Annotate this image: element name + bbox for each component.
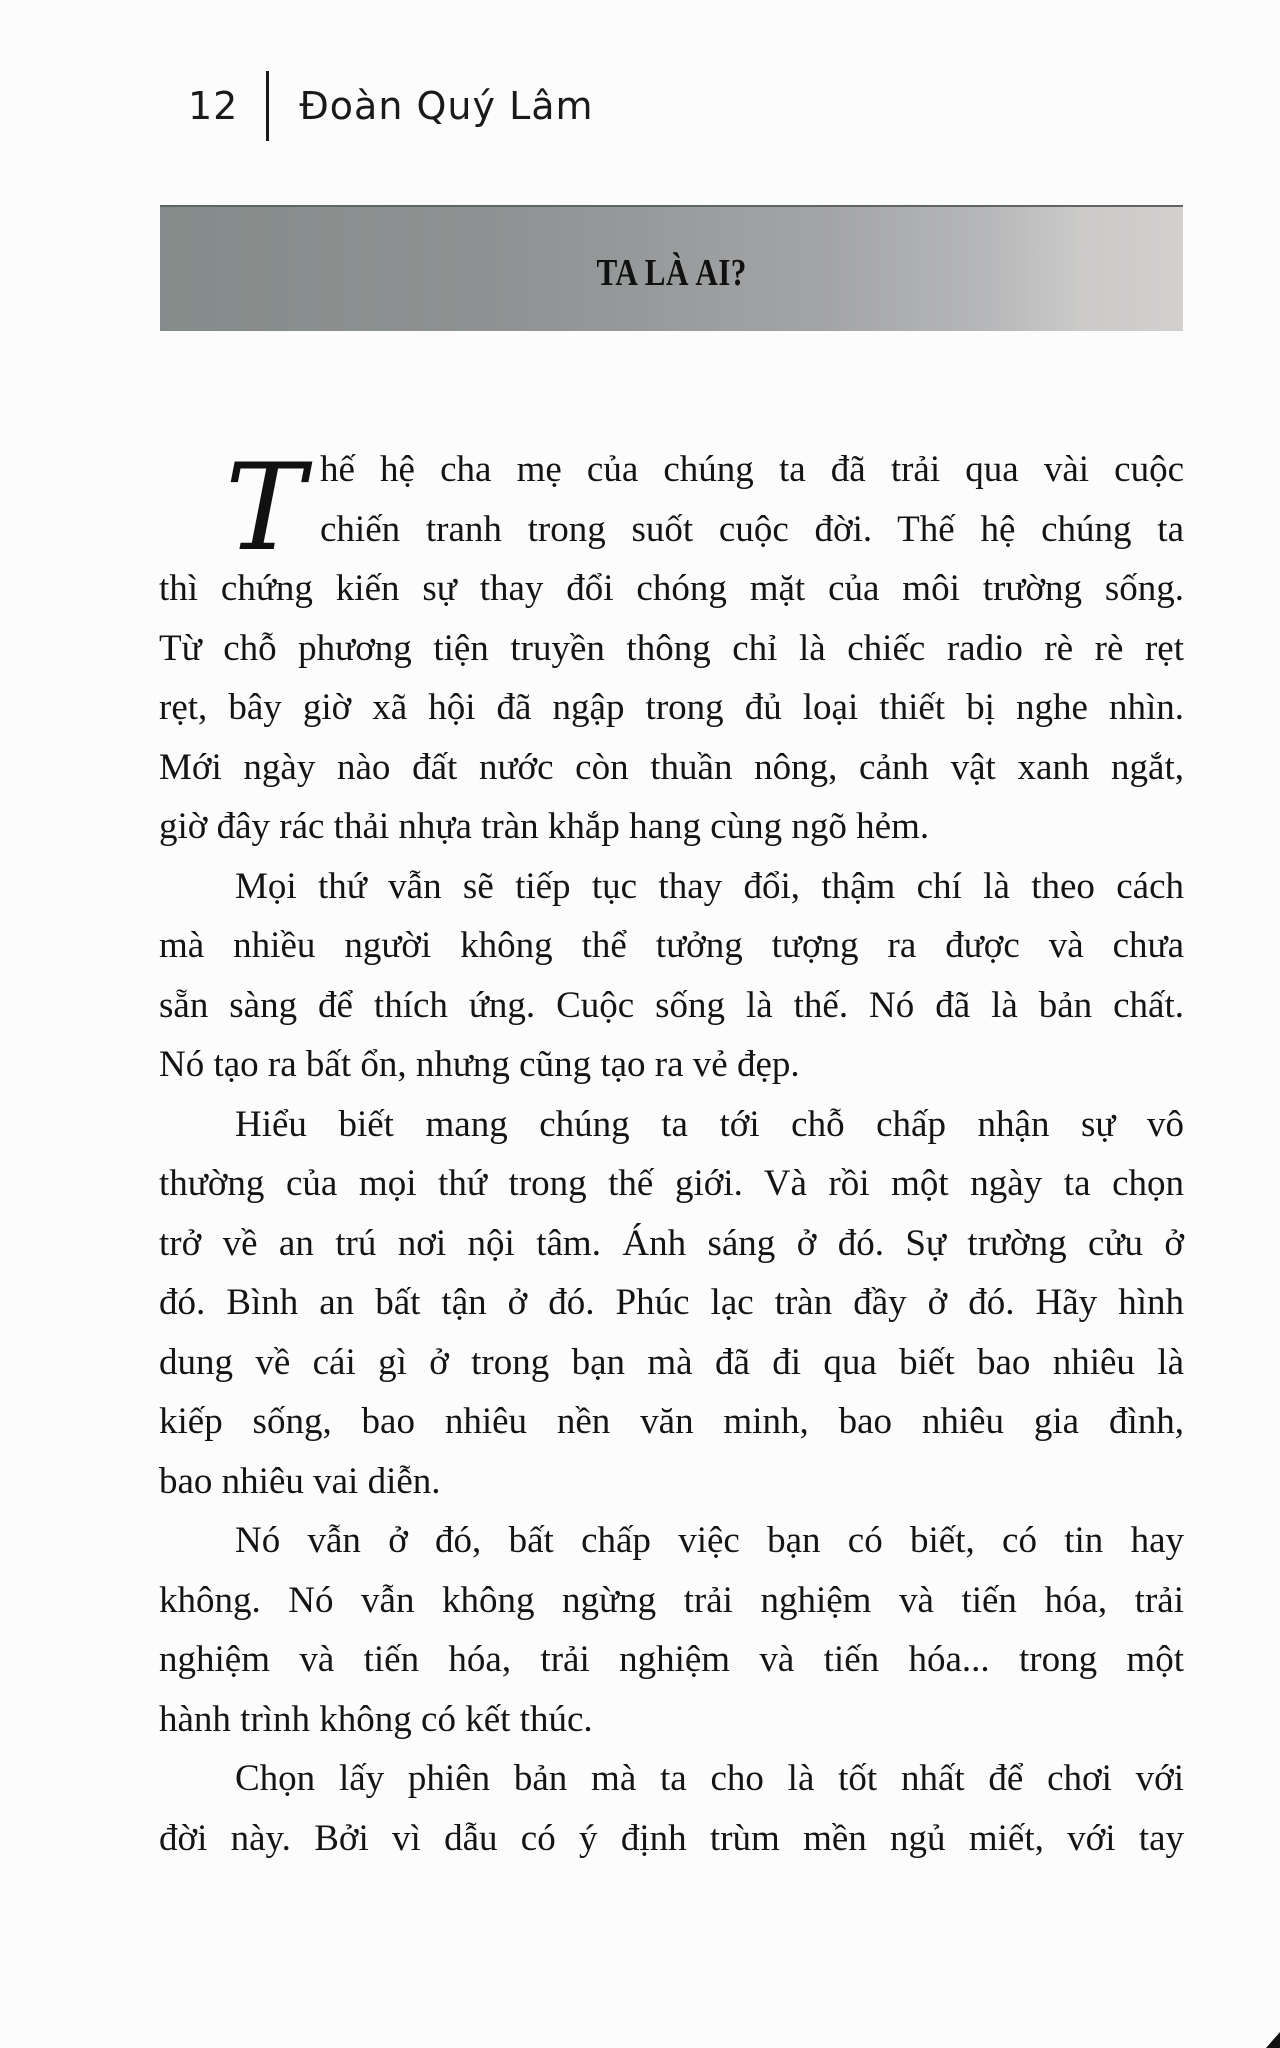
text-line: thì chứng kiến sự thay đổi chóng mặt của môi trường sống.	[159, 568, 1184, 609]
chapter-title: TA LÀ AI?	[596, 252, 747, 294]
text-line: Nó tạo ra bất ổn, nhưng cũng tạo ra vẻ đẹp.	[159, 1044, 800, 1085]
header-divider	[266, 71, 269, 141]
text-line: dung về cái gì ở trong bạn mà đã đi qua biết bao nhiêu là	[159, 1341, 1184, 1383]
running-head	[188, 70, 594, 142]
text-line: Mọi thứ vẫn sẽ tiếp tục thay đổi, thậm chí là theo cách	[235, 865, 1184, 907]
paragraph	[159, 1749, 1184, 1868]
chapter-banner	[160, 205, 1183, 331]
text-line: trở về an trú nơi nội tâm. Ánh sáng ở đó. Sự trường cửu ở	[159, 1222, 1184, 1264]
text-line: Từ chỗ phương tiện truyền thông chỉ là chiếc radio rè rè rẹt	[159, 627, 1184, 669]
text-line: đời này. Bởi vì dẫu có ý định trùm mền ngủ miết, với tay	[159, 1817, 1184, 1859]
text-line: hế hệ cha mẹ của chúng ta đã trải qua vài cuộc	[320, 449, 1184, 490]
text-line: Hiểu biết mang chúng ta tới chỗ chấp nhận sự vô	[235, 1103, 1184, 1145]
text-line: bao nhiêu vai diễn.	[159, 1460, 441, 1502]
text-line: Chọn lấy phiên bản mà ta cho là tốt nhất để chơi với	[235, 1758, 1184, 1799]
page-corner-mark	[1266, 2032, 1280, 2048]
text-line: nghiệm và tiến hóa, trải nghiệm và tiến hóa... trong một	[159, 1639, 1184, 1680]
paragraph	[159, 1095, 1184, 1512]
text-line: không. Nó vẫn không ngừng trải nghiệm và tiến hóa, trải	[159, 1579, 1184, 1621]
body-text	[159, 440, 1184, 1868]
text-line: thường của mọi thứ trong thế giới. Và rồi một ngày ta chọn	[159, 1163, 1184, 1204]
text-line: kiếp sống, bao nhiêu nền văn minh, bao nhiêu gia đình,	[159, 1401, 1184, 1442]
text-line: giờ đây rác thải nhựa tràn khắp hang cùng ngõ hẻm.	[159, 806, 930, 847]
text-line: hành trình không có kết thúc.	[159, 1698, 593, 1740]
author-name: Đoàn Quý Lâm	[299, 84, 594, 128]
text-line: Mới ngày nào đất nước còn thuần nông, cảnh vật xanh ngắt,	[159, 746, 1184, 788]
paragraph	[159, 857, 1184, 1095]
text-line: chiến tranh trong suốt cuộc đời. Thế hệ chúng ta	[320, 508, 1184, 550]
paragraph	[159, 1511, 1184, 1749]
text-line: sẵn sàng để thích ứng. Cuộc sống là thế. Nó đã là bản chất.	[159, 984, 1184, 1026]
drop-cap: T	[225, 439, 306, 578]
page-number: 12	[188, 84, 239, 128]
paragraph	[159, 440, 1184, 857]
text-line: mà nhiều người không thể tưởng tượng ra được và chưa	[159, 925, 1184, 966]
text-line: Nó vẫn ở đó, bất chấp việc bạn có biết, có tin hay	[235, 1520, 1184, 1561]
text-line: rẹt, bây giờ xã hội đã ngập trong đủ loại thiết bị nghe nhìn.	[159, 687, 1184, 728]
text-line: đó. Bình an bất tận ở đó. Phúc lạc tràn đầy ở đó. Hãy hình	[159, 1282, 1184, 1323]
